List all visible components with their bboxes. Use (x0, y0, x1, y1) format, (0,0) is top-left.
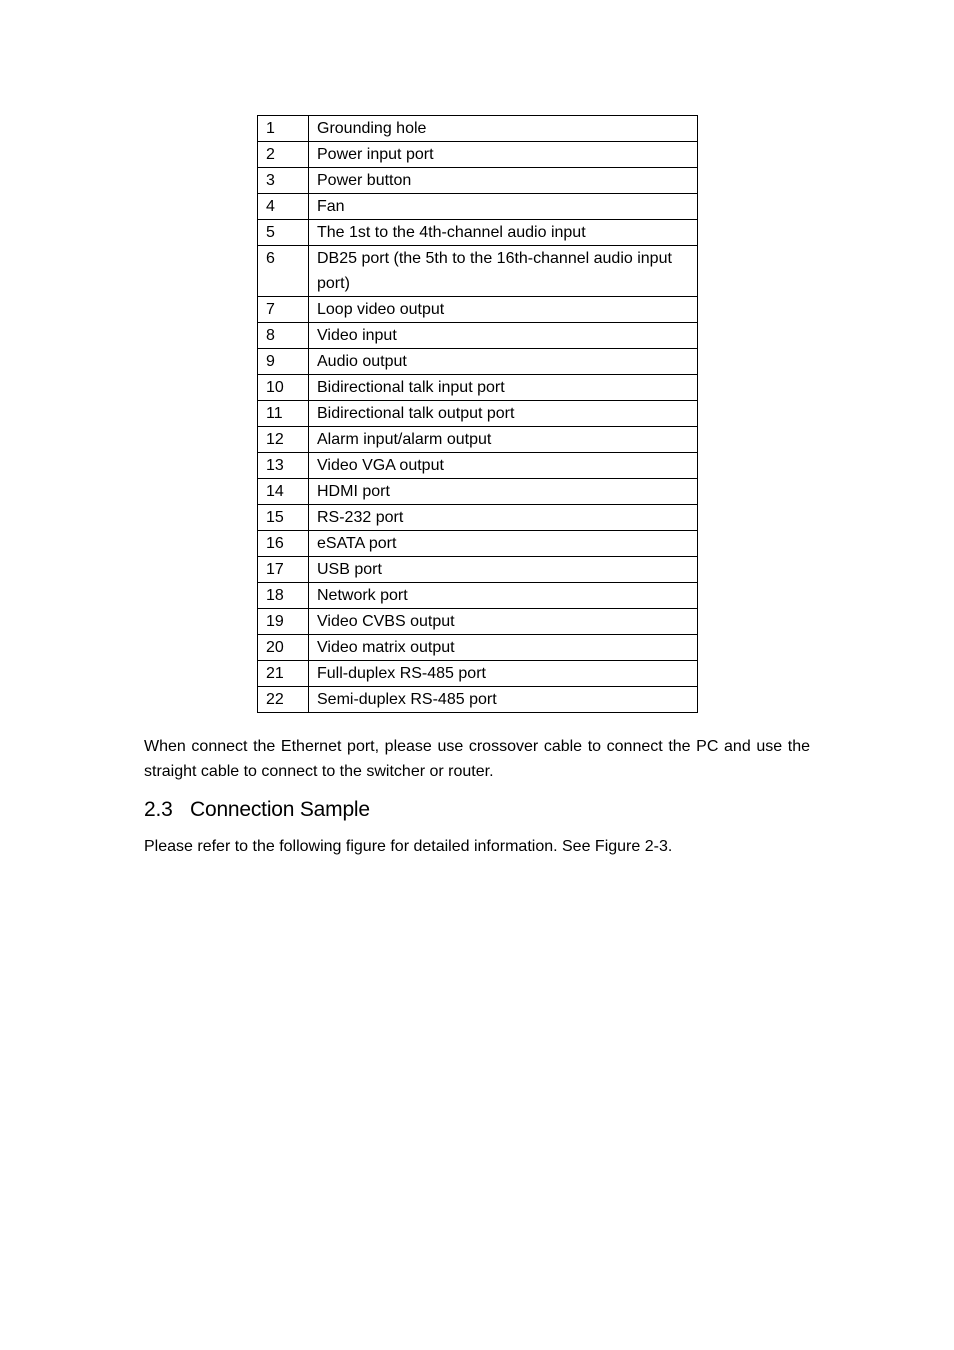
table-row (258, 531, 698, 557)
table-row (258, 116, 698, 142)
port-number: 9 (258, 349, 309, 375)
port-description: eSATA port (309, 531, 698, 557)
port-number: 1 (258, 116, 309, 142)
port-number: 17 (258, 557, 309, 583)
port-number: 20 (258, 635, 309, 661)
port-number: 22 (258, 687, 309, 713)
port-number: 4 (258, 194, 309, 220)
port-description: USB port (309, 557, 698, 583)
table-row (258, 168, 698, 194)
port-description: HDMI port (309, 479, 698, 505)
port-number: 11 (258, 401, 309, 427)
port-description: DB25 port (the 5th to the 16th-channel audio input port) (309, 246, 698, 297)
port-description: The 1st to the 4th-channel audio input (309, 220, 698, 246)
port-number: 13 (258, 453, 309, 479)
port-description: Video input (309, 323, 698, 349)
table-row (258, 479, 698, 505)
table-row (258, 246, 698, 297)
port-description: Bidirectional talk input port (309, 375, 698, 401)
table-row (258, 220, 698, 246)
port-number: 16 (258, 531, 309, 557)
section-title: Connection Sample (190, 798, 370, 821)
port-description: Network port (309, 583, 698, 609)
port-number: 14 (258, 479, 309, 505)
table-row (258, 453, 698, 479)
port-number: 18 (258, 583, 309, 609)
port-table-body (258, 116, 698, 713)
port-description: Video matrix output (309, 635, 698, 661)
section-number: 2.3 (144, 798, 173, 821)
port-description: Full-duplex RS-485 port (309, 661, 698, 687)
port-description: Audio output (309, 349, 698, 375)
port-description: Loop video output (309, 297, 698, 323)
table-row (258, 609, 698, 635)
port-number: 19 (258, 609, 309, 635)
port-number: 3 (258, 168, 309, 194)
table-row (258, 297, 698, 323)
port-table (257, 115, 698, 713)
section-heading (144, 795, 370, 825)
port-description: Semi-duplex RS-485 port (309, 687, 698, 713)
table-row (258, 687, 698, 713)
port-number: 5 (258, 220, 309, 246)
port-description: RS-232 port (309, 505, 698, 531)
port-number: 2 (258, 142, 309, 168)
port-description: Fan (309, 194, 698, 220)
port-description: Power button (309, 168, 698, 194)
table-row (258, 583, 698, 609)
table-row (258, 349, 698, 375)
port-description: Video CVBS output (309, 609, 698, 635)
table-row (258, 375, 698, 401)
port-number: 6 (258, 246, 309, 297)
table-row (258, 635, 698, 661)
port-number: 8 (258, 323, 309, 349)
table-row (258, 194, 698, 220)
port-number: 7 (258, 297, 309, 323)
port-description: Grounding hole (309, 116, 698, 142)
port-number: 15 (258, 505, 309, 531)
table-row (258, 323, 698, 349)
table-row (258, 401, 698, 427)
port-description: Video VGA output (309, 453, 698, 479)
port-number: 12 (258, 427, 309, 453)
table-row (258, 142, 698, 168)
port-description: Bidirectional talk output port (309, 401, 698, 427)
table-row (258, 427, 698, 453)
section-paragraph: Please refer to the following figure for detailed information. See Figure 2-3. (144, 838, 673, 855)
table-row (258, 661, 698, 687)
port-description: Power input port (309, 142, 698, 168)
table-row (258, 505, 698, 531)
port-description: Alarm input/alarm output (309, 427, 698, 453)
port-number: 21 (258, 661, 309, 687)
port-number: 10 (258, 375, 309, 401)
ethernet-note: When connect the Ethernet port, please use crossover cable to connect the PC and use the straight cable to connect to the switcher or router. (144, 738, 810, 780)
table-row (258, 557, 698, 583)
